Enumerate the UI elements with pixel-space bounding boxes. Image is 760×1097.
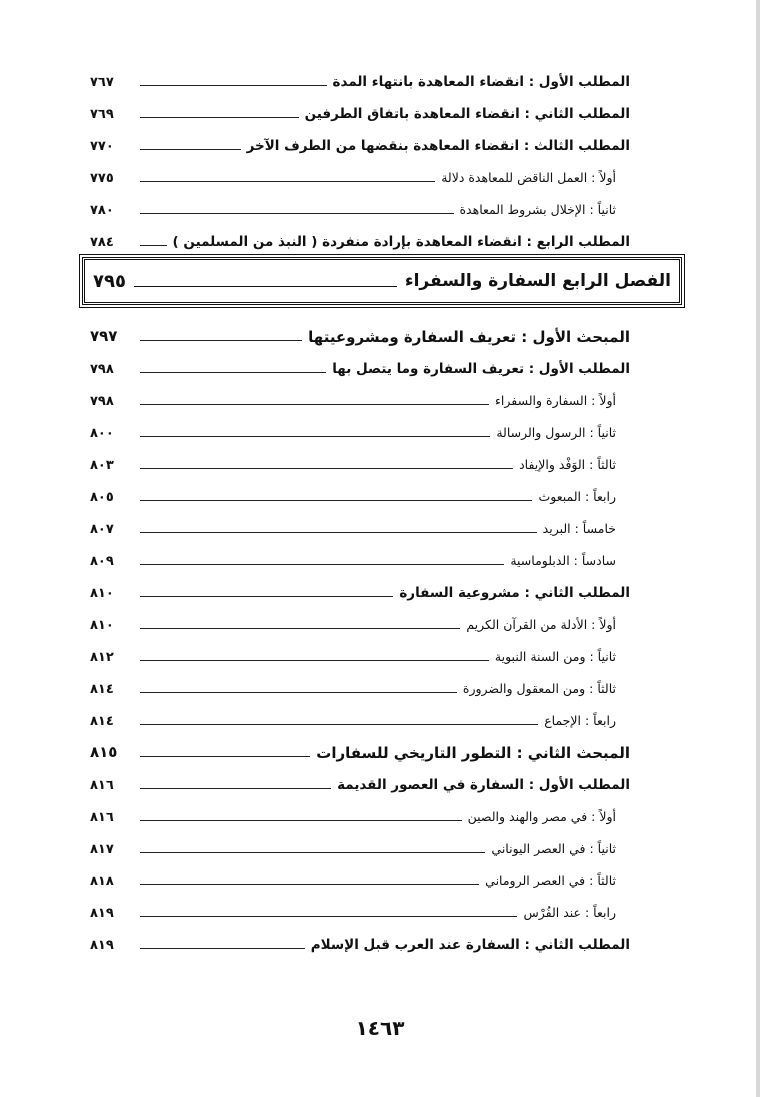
toc-entry-title: المطلب الأول : انقضاء المعاهدة بانتهاء المدة — [332, 74, 630, 90]
toc-entry-page: ٧٩٨ — [90, 362, 114, 377]
dot-leader — [140, 724, 538, 725]
toc-entry — [90, 377, 630, 409]
toc-entry-page: ٧٦٩ — [90, 107, 114, 122]
toc-entry-title: أولاً : السفارة والسفراء — [495, 393, 616, 408]
toc-entry-page: ٨١٤ — [90, 682, 114, 697]
toc-entry-page: ٨٠٥ — [90, 490, 114, 505]
toc-entry-title: المطلب الثالث : انقضاء المعاهدة بنقضها من الطرف الآخر — [246, 138, 630, 154]
toc-entry-title: ثانياً : الإخلال بشروط المعاهدة — [459, 202, 616, 217]
toc-entry-page: ٨١٧ — [90, 842, 114, 857]
page-number: ١٤٦٣ — [355, 1016, 405, 1040]
toc-entry-page: ٨١٠ — [90, 618, 114, 633]
dot-leader — [140, 85, 327, 86]
dot-leader — [140, 500, 532, 501]
toc-entry-title: ثانياً : الرسول والرسالة — [496, 425, 616, 440]
toc-entry — [90, 58, 630, 90]
toc-entry — [90, 154, 630, 186]
toc-entry-title: المطلب الأول : السفارة في العصور القديمة — [337, 777, 630, 793]
toc-entry-page: ٨١٦ — [90, 778, 114, 793]
dot-leader — [140, 916, 517, 917]
toc-entry-page: ٨٠٣ — [90, 458, 114, 473]
toc-bottom-section — [90, 313, 630, 953]
dot-leader — [140, 436, 490, 437]
toc-entry — [90, 409, 630, 441]
toc-entry-page: ٨١٩ — [90, 938, 114, 953]
toc-entry — [90, 122, 630, 154]
toc-entry — [90, 889, 630, 921]
table-of-contents-continued — [90, 313, 630, 953]
toc-entry-title: خامساً : البريد — [542, 521, 616, 536]
dot-leader — [140, 692, 457, 693]
table-of-contents — [90, 58, 630, 250]
toc-entry-title: أولاً : العمل الناقض للمعاهدة دلالة — [441, 170, 616, 185]
dot-leader — [140, 596, 393, 597]
toc-entry — [90, 665, 630, 697]
toc-entry-page: ٧٩٧ — [90, 327, 118, 345]
dot-leader — [140, 948, 305, 949]
toc-entry-title: ثالثاً : في العصر الروماني — [485, 873, 616, 888]
dot-leader — [140, 532, 537, 533]
toc-entry-title: رابعاً : المبعوث — [538, 489, 616, 504]
toc-entry-title: أولاً : في مصر والهند والصين — [467, 809, 616, 824]
toc-entry-title: المطلب الرابع : انقضاء المعاهدة بإرادة منفردة ( النبذ من المسلمين ) — [172, 234, 630, 250]
chapter-heading-box — [82, 257, 682, 305]
toc-entry-page: ٧٧٥ — [90, 171, 114, 186]
toc-entry — [90, 441, 630, 473]
dot-leader — [140, 564, 504, 565]
toc-entry-title: رابعاً : عند الفُرْس — [523, 905, 616, 920]
toc-entry — [90, 857, 630, 889]
toc-entry-title: المطلب الثاني : مشروعية السفارة — [399, 585, 630, 601]
dot-leader — [140, 149, 241, 150]
dot-leader — [140, 372, 326, 373]
toc-entry — [90, 313, 630, 345]
toc-entry-title: المبحث الثاني : التطور التاريخي للسفارات — [316, 744, 630, 762]
dot-leader — [140, 852, 485, 853]
toc-top-section — [90, 58, 630, 250]
dot-leader — [140, 213, 454, 214]
dot-leader — [140, 117, 299, 118]
toc-entry — [90, 473, 630, 505]
toc-entry — [90, 601, 630, 633]
toc-entry-page: ٧٦٧ — [90, 75, 114, 90]
toc-entry-title: أولاً : الأدلة من القرآن الكريم — [466, 617, 616, 632]
toc-entry — [90, 569, 630, 601]
dot-leader — [140, 404, 489, 405]
toc-entry — [90, 697, 630, 729]
dot-leader — [140, 820, 462, 821]
page-edge-shadow — [756, 0, 760, 1097]
toc-entry-page: ٧٨٠ — [90, 203, 114, 218]
toc-entry-page: ٨١٩ — [90, 906, 114, 921]
toc-entry-page: ٨١٠ — [90, 586, 114, 601]
toc-entry — [90, 793, 630, 825]
toc-entry-page: ٨٠٠ — [90, 426, 114, 441]
dot-leader — [140, 245, 167, 246]
toc-entry-page: ٨١٥ — [90, 743, 118, 761]
dot-leader — [134, 286, 397, 287]
toc-entry-title: سادساً : الدبلوماسية — [510, 553, 616, 568]
toc-entry — [90, 761, 630, 793]
dot-leader — [140, 181, 435, 182]
dot-leader — [140, 340, 302, 341]
toc-entry-title: ثالثاً : الوَفْد والإيفاد — [519, 457, 616, 472]
toc-entry-page: ٧٨٤ — [90, 235, 114, 250]
toc-entry — [90, 729, 630, 761]
toc-entry-page: ٨١٢ — [90, 650, 114, 665]
toc-entry-page: ٨٠٧ — [90, 522, 114, 537]
dot-leader — [140, 788, 331, 789]
toc-entry-title: ثانياً : ومن السنة النبوية — [494, 649, 616, 664]
toc-entry-title: المطلب الأول : تعريف السفارة وما يتصل بها — [332, 361, 630, 377]
dot-leader — [140, 628, 460, 629]
dot-leader — [140, 756, 310, 757]
toc-entry — [90, 825, 630, 857]
toc-entry-page: ٨١٦ — [90, 810, 114, 825]
toc-entry-page: ٨١٤ — [90, 714, 114, 729]
toc-entry-title: المطلب الثاني : السفارة عند العرب قبل الإسلام — [310, 937, 630, 953]
toc-entry — [90, 505, 630, 537]
dot-leader — [140, 468, 513, 469]
dot-leader — [140, 660, 489, 661]
toc-entry-title: ثانياً : في العصر اليوناني — [491, 841, 616, 856]
toc-entry-title: رابعاً : الإجماع — [544, 713, 616, 728]
toc-entry — [90, 90, 630, 122]
toc-entry — [90, 921, 630, 953]
chapter-title: الفصل الرابع السفارة والسفراء — [404, 271, 671, 291]
toc-entry — [90, 537, 630, 569]
toc-entry-page: ٧٧٠ — [90, 139, 114, 154]
toc-entry-title: المطلب الثاني : انقضاء المعاهدة باتفاق الطرفين — [304, 106, 630, 122]
toc-entry — [90, 345, 630, 377]
chapter-page-number: ٧٩٥ — [93, 270, 126, 292]
toc-entry-page: ٧٩٨ — [90, 394, 114, 409]
toc-entry — [90, 218, 630, 250]
toc-entry-title: ثالثاً : ومن المعقول والضرورة — [462, 681, 616, 696]
dot-leader — [140, 884, 479, 885]
toc-entry — [90, 633, 630, 665]
toc-entry — [90, 186, 630, 218]
toc-entry-page: ٨١٨ — [90, 874, 114, 889]
toc-entry-page: ٨٠٩ — [90, 554, 114, 569]
toc-entry-title: المبحث الأول : تعريف السفارة ومشروعيتها — [308, 328, 630, 346]
